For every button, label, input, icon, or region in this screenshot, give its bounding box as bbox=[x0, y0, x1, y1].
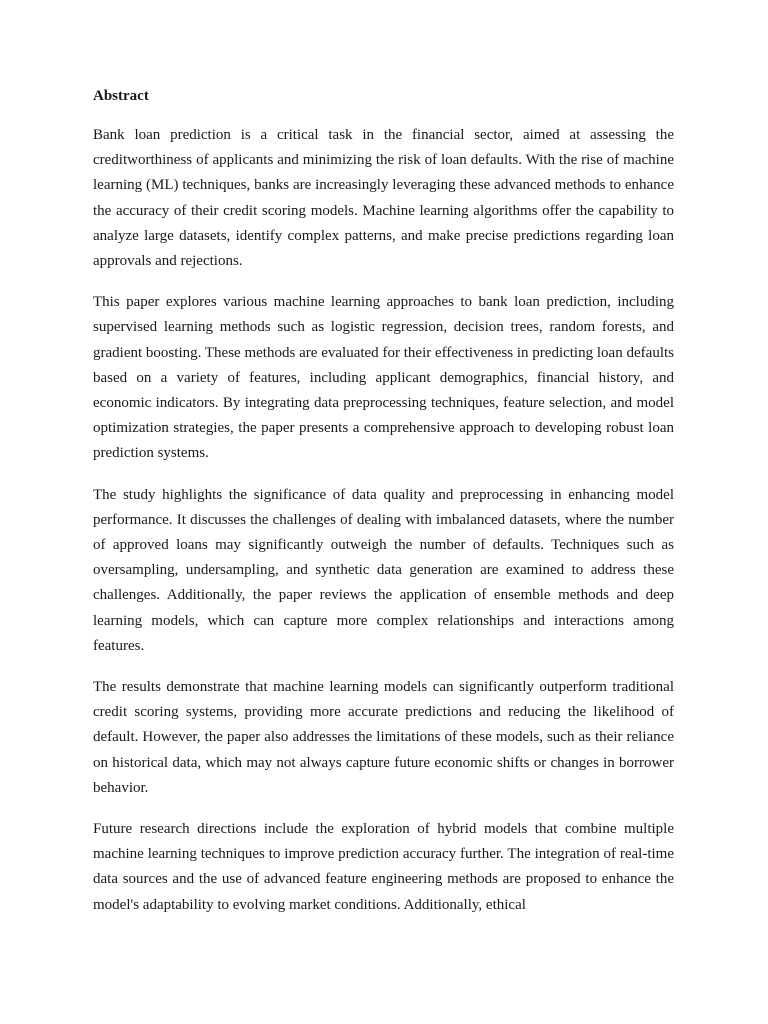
abstract-paragraph-3: The study highlights the significance of data quality and preprocessing in enhancing model performance. It discusses the challenges of dealing with imbalanced datasets, where the number of approved loans may significantly outweigh the number of defaults. Techniques such as oversampling, undersampling, and synthetic data generation are examined to address these challenges. Additionally, the paper reviews the application of ensemble methods and deep learning models, which can capture more complex relationships and interactions among features. bbox=[93, 486, 674, 654]
abstract-paragraph-4: The results demonstrate that machine learning models can significantly outperform traditional credit scoring systems, providing more accurate predictions and reducing the likelihood of default. However, the paper also addresses the limitations of these models, such as their reliance on historical data, which may not always capture future economic shifts or changes in borrower behavior. bbox=[93, 679, 674, 796]
section-heading: Abstract bbox=[93, 88, 149, 104]
abstract-paragraph-5: Future research directions include the exploration of hybrid models that combine multiple machine learning techniques to improve prediction accuracy further. The integration of real-time data sources and the use of advanced feature engineering methods are proposed to enhance the model's adaptability to evolving market conditions. Additionally, ethical bbox=[93, 821, 674, 913]
abstract-paragraph-1: Bank loan prediction is a critical task in the financial sector, aimed at assessing the creditworthiness of applicants and minimizing the risk of loan defaults. With the rise of machine learning (ML) techniques, banks are increasingly leveraging these advanced methods to enhance the accuracy of their credit scoring models. Machine learning algorithms offer the capability to analyze large datasets, identify complex patterns, and make precise predictions regarding loan approvals and rejections. bbox=[93, 127, 674, 270]
abstract-paragraph-2: This paper explores various machine learning approaches to bank loan prediction, including supervised learning methods such as logistic regression, decision trees, random forests, and gradient boosting. These methods are evaluated for their effectiveness in predicting loan defaults based on a variety of features, including applicant demographics, financial history, and economic indicators. By integrating data preprocessing techniques, feature selection, and model optimization strategies, the paper presents a comprehensive approach to developing robust loan prediction systems. bbox=[93, 294, 674, 462]
document-body bbox=[93, 86, 674, 918]
